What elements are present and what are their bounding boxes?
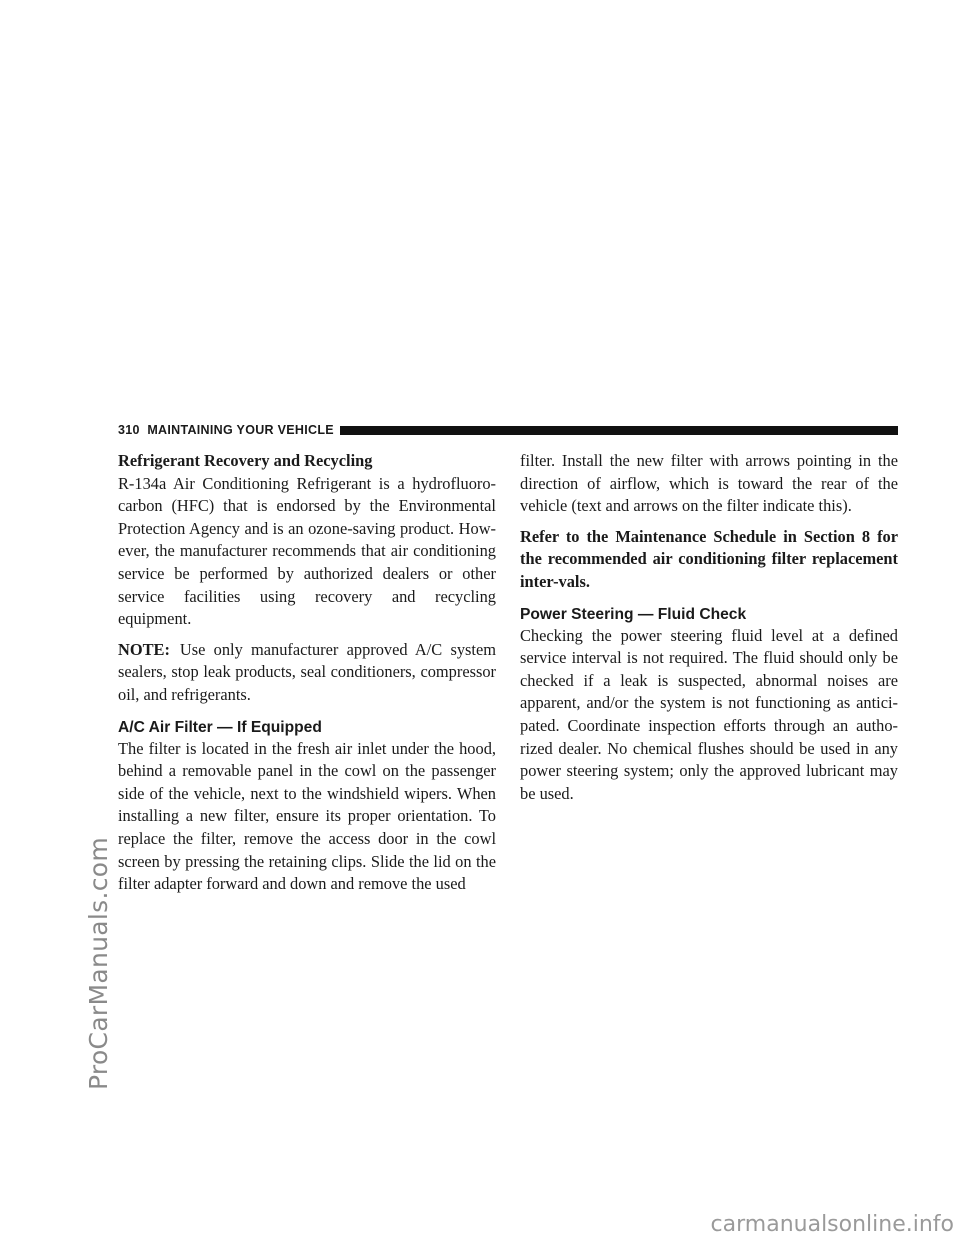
page-number: 310	[118, 423, 140, 437]
header-label	[118, 423, 340, 437]
note-text: Use only manufacturer approved A/C system sealers, stop leak products, seal conditioners, compressor oil, and refrigerants.	[118, 639, 496, 704]
heading-power-steering: Power Steering — Fluid Check	[520, 605, 747, 623]
paragraph-maintenance-schedule: Refer to the Maintenance Schedule in Section 8 for the recommended air conditioning filter replacement inter-vals.	[520, 526, 898, 591]
header-rule	[340, 426, 898, 435]
paragraph-refrigerant: R-134a Air Conditioning Refrigerant is a hydrofluoro-carbon (HFC) that is endorsed by the Environmental Protection Agency and is an ozone-saving product. How-ever, the manufacturer recommends that air conditioning service be performed by authorized dealers or other service facilities using recovery and recycling equipment.	[118, 473, 496, 629]
note-paragraph	[118, 639, 496, 707]
left-column	[118, 450, 496, 896]
paragraph-ac-air-filter: The filter is located in the fresh air inlet under the hood, behind a removable panel in the cowl on the passenger side of the vehicle, next to the windshield wipers. When installing a new filter, ensure its proper orientation. To replace the filter, remove the access door in the cowl screen by pressing the retaining clips. Slide the lid on the filter adapter forward and down and remove the used	[118, 738, 496, 894]
right-column	[520, 450, 898, 805]
side-watermark: ProCarManuals.com	[84, 836, 113, 1090]
section-title: MAINTAINING YOUR VEHICLE	[147, 423, 334, 437]
heading-ac-air-filter: A/C Air Filter — If Equipped	[118, 718, 322, 736]
paragraph-filter-continued: filter. Install the new filter with arrows pointing in the direction of airflow, which is toward the rear of the vehicle (text and arrows on the filter indicate this).	[520, 451, 898, 516]
paragraph-power-steering: Checking the power steering fluid level at a defined service interval is not required. The fluid should only be checked if a leak is suspected, abnormal noises are apparent, and/or the system is not functioning as antici-pated. Coordinate inspection efforts through an autho-rized dealer. No chemical flushes should be used in any power steering system; only the approved lubricant may be used.	[520, 625, 898, 803]
note-label: NOTE:	[118, 639, 170, 659]
bottom-watermark: carmanualsonline.info	[710, 1212, 954, 1237]
page-header	[118, 422, 898, 438]
heading-refrigerant-recovery: Refrigerant Recovery and Recycling	[118, 451, 373, 470]
